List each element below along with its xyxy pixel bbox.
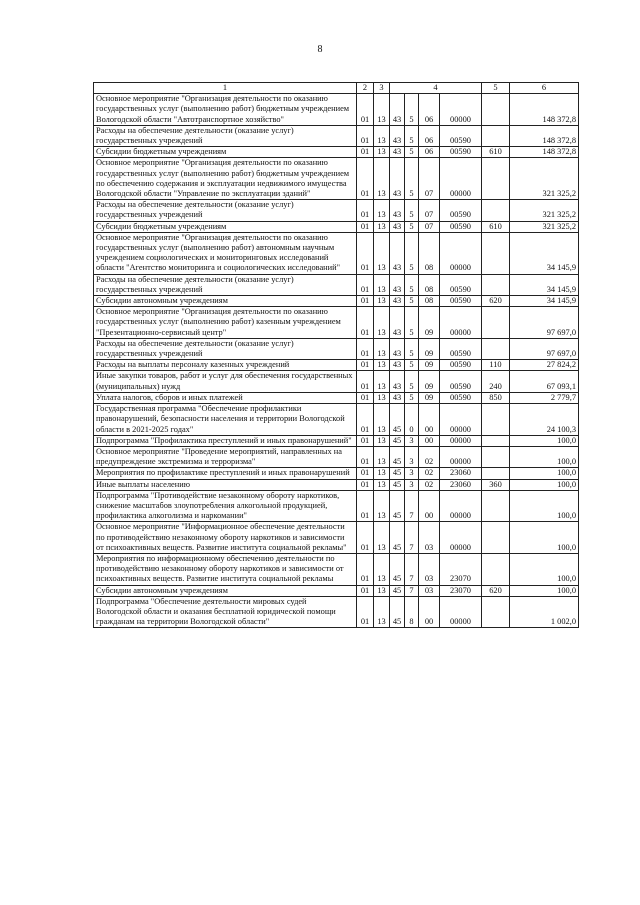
row-section-cell: 01 (357, 468, 374, 479)
row-subsection-cell: 13 (374, 221, 390, 232)
row-event-code-cell: 06 (419, 94, 440, 126)
row-name-cell: Основное мероприятие "Организация деятельности по оказанию государственных услуг (выполнению работ) бюджетным учреждением по обеспечению содержания и эксплуатации недвижимого имущества Вологодской области "Управление по эксплуатации зданий" (94, 158, 357, 200)
table-row (94, 371, 579, 392)
row-event-code-cell: 00 (419, 435, 440, 446)
row-expense-type-cell (482, 158, 510, 200)
row-section-cell: 01 (357, 479, 374, 490)
row-amount-cell: 1 002,0 (510, 596, 579, 628)
row-amount-cell: 100,0 (510, 468, 579, 479)
row-section-cell: 01 (357, 338, 374, 359)
row-expense-type-cell: 620 (482, 585, 510, 596)
row-name-cell: Иные закупки товаров, работ и услуг для обеспечения государственных (муниципальных) нужд (94, 371, 357, 392)
row-amount-cell: 2 779,7 (510, 392, 579, 403)
row-event-code-cell: 09 (419, 307, 440, 339)
row-subsection-cell: 13 (374, 296, 390, 307)
table-row (94, 553, 579, 585)
row-event-code-cell: 00 (419, 596, 440, 628)
row-event-code-cell: 09 (419, 338, 440, 359)
row-subprogram-code-cell: 5 (405, 200, 419, 221)
row-subsection-cell: 13 (374, 307, 390, 339)
row-amount-cell: 24 100,3 (510, 404, 579, 436)
row-name-cell: Мероприятия по профилактике преступлений и иных правонарушений (94, 468, 357, 479)
row-program-code-cell: 43 (390, 94, 405, 126)
row-event-code-cell: 03 (419, 522, 440, 554)
table-row (94, 446, 579, 467)
header-cell-section: 2 (357, 83, 374, 94)
row-program-code-cell: 43 (390, 296, 405, 307)
row-section-cell: 01 (357, 553, 374, 585)
table-row (94, 307, 579, 339)
row-section-cell: 01 (357, 274, 374, 295)
row-program-code-cell: 43 (390, 307, 405, 339)
row-program-code-cell: 43 (390, 371, 405, 392)
page-number: 8 (317, 44, 323, 55)
row-name-cell: Расходы на выплаты персоналу казенных учреждений (94, 360, 357, 371)
row-section-cell: 01 (357, 360, 374, 371)
row-program-code-cell: 45 (390, 596, 405, 628)
row-direction-code-cell: 00590 (440, 296, 482, 307)
row-expense-type-cell (482, 200, 510, 221)
row-subprogram-code-cell: 7 (405, 522, 419, 554)
row-program-code-cell: 43 (390, 200, 405, 221)
row-direction-code-cell: 00000 (440, 596, 482, 628)
row-section-cell: 01 (357, 585, 374, 596)
row-direction-code-cell: 00590 (440, 274, 482, 295)
table-row (94, 596, 579, 628)
table-row (94, 468, 579, 479)
row-program-code-cell: 43 (390, 232, 405, 274)
row-event-code-cell: 00 (419, 404, 440, 436)
row-section-cell: 01 (357, 94, 374, 126)
row-subprogram-code-cell: 5 (405, 147, 419, 158)
table-row (94, 479, 579, 490)
table-row (94, 392, 579, 403)
row-subsection-cell: 13 (374, 596, 390, 628)
row-subsection-cell: 13 (374, 147, 390, 158)
row-amount-cell: 34 145,9 (510, 232, 579, 274)
row-direction-code-cell: 00590 (440, 147, 482, 158)
table-row (94, 490, 579, 522)
row-subsection-cell: 13 (374, 158, 390, 200)
row-event-code-cell: 06 (419, 125, 440, 146)
row-amount-cell: 148 372,8 (510, 125, 579, 146)
row-subsection-cell: 13 (374, 446, 390, 467)
row-expense-type-cell: 610 (482, 221, 510, 232)
table-row (94, 147, 579, 158)
row-direction-code-cell: 00590 (440, 221, 482, 232)
row-name-cell: Основное мероприятие "Организация деятельности по оказанию государственных услуг (выполнению работ) бюджетным учреждением Вологодской области "Автотранспортное хозяйство" (94, 94, 357, 126)
row-expense-type-cell (482, 274, 510, 295)
row-subprogram-code-cell: 3 (405, 479, 419, 490)
row-name-cell: Субсидии бюджетным учреждениям (94, 221, 357, 232)
row-section-cell: 01 (357, 435, 374, 446)
row-event-code-cell: 03 (419, 553, 440, 585)
row-name-cell: Субсидии бюджетным учреждениям (94, 147, 357, 158)
row-subprogram-code-cell: 5 (405, 125, 419, 146)
row-subprogram-code-cell: 5 (405, 371, 419, 392)
row-expense-type-cell (482, 94, 510, 126)
row-program-code-cell: 45 (390, 468, 405, 479)
row-name-cell: Мероприятия по информационному обеспечению деятельности по противодействию незаконному обороту наркотиков и зависимости от психоактивных веществ. Развитие института социальной рекламы (94, 553, 357, 585)
row-direction-code-cell: 00590 (440, 125, 482, 146)
row-expense-type-cell (482, 435, 510, 446)
row-subsection-cell: 13 (374, 232, 390, 274)
row-event-code-cell: 02 (419, 468, 440, 479)
row-amount-cell: 100,0 (510, 479, 579, 490)
table-row (94, 296, 579, 307)
row-program-code-cell: 43 (390, 158, 405, 200)
row-subprogram-code-cell: 0 (405, 404, 419, 436)
row-subprogram-code-cell: 7 (405, 585, 419, 596)
row-program-code-cell: 45 (390, 585, 405, 596)
row-event-code-cell: 09 (419, 392, 440, 403)
row-name-cell: Подпрограмма "Обеспечение деятельности мировых судей Вологодской области и оказания бесплатной юридической помощи гражданам на территории Вологодской области" (94, 596, 357, 628)
row-amount-cell: 148 372,8 (510, 147, 579, 158)
row-subprogram-code-cell: 5 (405, 360, 419, 371)
budget-table (93, 82, 579, 628)
row-program-code-cell: 45 (390, 553, 405, 585)
header-cell-target-article: 4 (390, 83, 482, 94)
row-section-cell: 01 (357, 147, 374, 158)
row-name-cell: Расходы на обеспечение деятельности (оказание услуг) государственных учреждений (94, 200, 357, 221)
row-program-code-cell: 45 (390, 446, 405, 467)
row-subprogram-code-cell: 3 (405, 446, 419, 467)
row-program-code-cell: 43 (390, 392, 405, 403)
table-row (94, 200, 579, 221)
row-expense-type-cell (482, 468, 510, 479)
row-event-code-cell: 02 (419, 479, 440, 490)
row-amount-cell: 321 325,2 (510, 200, 579, 221)
row-program-code-cell: 43 (390, 125, 405, 146)
row-subprogram-code-cell: 7 (405, 490, 419, 522)
row-subprogram-code-cell: 3 (405, 468, 419, 479)
row-expense-type-cell (482, 307, 510, 339)
row-name-cell: Уплата налогов, сборов и иных платежей (94, 392, 357, 403)
row-direction-code-cell: 00590 (440, 371, 482, 392)
row-name-cell: Расходы на обеспечение деятельности (оказание услуг) государственных учреждений (94, 274, 357, 295)
row-section-cell: 01 (357, 522, 374, 554)
row-subsection-cell: 13 (374, 338, 390, 359)
row-direction-code-cell: 00000 (440, 435, 482, 446)
row-direction-code-cell: 00590 (440, 360, 482, 371)
row-amount-cell: 34 145,9 (510, 274, 579, 295)
row-direction-code-cell: 23060 (440, 479, 482, 490)
row-amount-cell: 97 697,0 (510, 338, 579, 359)
row-name-cell: Расходы на обеспечение деятельности (оказание услуг) государственных учреждений (94, 125, 357, 146)
row-program-code-cell: 43 (390, 274, 405, 295)
row-expense-type-cell (482, 490, 510, 522)
row-subsection-cell: 13 (374, 360, 390, 371)
row-section-cell: 01 (357, 404, 374, 436)
row-direction-code-cell: 00000 (440, 232, 482, 274)
table-row (94, 232, 579, 274)
row-program-code-cell: 45 (390, 404, 405, 436)
row-direction-code-cell: 00000 (440, 446, 482, 467)
row-subsection-cell: 13 (374, 435, 390, 446)
row-section-cell: 01 (357, 371, 374, 392)
table-row (94, 360, 579, 371)
row-event-code-cell: 09 (419, 371, 440, 392)
row-expense-type-cell (482, 125, 510, 146)
row-expense-type-cell: 360 (482, 479, 510, 490)
row-expense-type-cell (482, 553, 510, 585)
row-subsection-cell: 13 (374, 490, 390, 522)
row-direction-code-cell: 00590 (440, 338, 482, 359)
row-amount-cell: 27 824,2 (510, 360, 579, 371)
row-subprogram-code-cell: 5 (405, 221, 419, 232)
row-section-cell: 01 (357, 125, 374, 146)
row-section-cell: 01 (357, 307, 374, 339)
row-subsection-cell: 13 (374, 585, 390, 596)
table-row (94, 522, 579, 554)
row-subsection-cell: 13 (374, 479, 390, 490)
table-row (94, 221, 579, 232)
row-subsection-cell: 13 (374, 371, 390, 392)
row-direction-code-cell: 23070 (440, 553, 482, 585)
row-event-code-cell: 07 (419, 221, 440, 232)
table-row (94, 274, 579, 295)
row-subsection-cell: 13 (374, 94, 390, 126)
row-expense-type-cell: 620 (482, 296, 510, 307)
row-program-code-cell: 45 (390, 479, 405, 490)
header-cell-amount: 6 (510, 83, 579, 94)
row-expense-type-cell (482, 446, 510, 467)
table-row (94, 94, 579, 126)
row-event-code-cell: 08 (419, 274, 440, 295)
table-row (94, 125, 579, 146)
row-direction-code-cell: 00000 (440, 94, 482, 126)
row-subsection-cell: 13 (374, 468, 390, 479)
row-subsection-cell: 13 (374, 125, 390, 146)
row-program-code-cell: 43 (390, 147, 405, 158)
row-program-code-cell: 45 (390, 522, 405, 554)
row-section-cell: 01 (357, 296, 374, 307)
row-expense-type-cell (482, 338, 510, 359)
row-event-code-cell: 03 (419, 585, 440, 596)
row-subsection-cell: 13 (374, 392, 390, 403)
row-subsection-cell: 13 (374, 274, 390, 295)
row-direction-code-cell: 00590 (440, 392, 482, 403)
row-section-cell: 01 (357, 158, 374, 200)
row-expense-type-cell: 110 (482, 360, 510, 371)
row-expense-type-cell: 610 (482, 147, 510, 158)
row-direction-code-cell: 00000 (440, 158, 482, 200)
row-subprogram-code-cell: 5 (405, 94, 419, 126)
row-name-cell: Субсидии автономным учреждениям (94, 585, 357, 596)
row-subsection-cell: 13 (374, 553, 390, 585)
row-amount-cell: 34 145,9 (510, 296, 579, 307)
row-name-cell: Субсидии автономным учреждениям (94, 296, 357, 307)
row-direction-code-cell: 00000 (440, 522, 482, 554)
row-program-code-cell: 43 (390, 338, 405, 359)
row-event-code-cell: 00 (419, 490, 440, 522)
row-subprogram-code-cell: 5 (405, 338, 419, 359)
row-section-cell: 01 (357, 490, 374, 522)
row-amount-cell: 148 372,8 (510, 94, 579, 126)
row-subprogram-code-cell: 5 (405, 296, 419, 307)
row-amount-cell: 100,0 (510, 553, 579, 585)
row-section-cell: 01 (357, 392, 374, 403)
row-subsection-cell: 13 (374, 522, 390, 554)
row-amount-cell: 100,0 (510, 446, 579, 467)
row-direction-code-cell: 00000 (440, 404, 482, 436)
table-row (94, 158, 579, 200)
table-row (94, 404, 579, 436)
row-expense-type-cell (482, 232, 510, 274)
row-event-code-cell: 09 (419, 360, 440, 371)
row-subprogram-code-cell: 7 (405, 553, 419, 585)
row-event-code-cell: 07 (419, 158, 440, 200)
row-expense-type-cell (482, 522, 510, 554)
table-row (94, 585, 579, 596)
row-subprogram-code-cell: 5 (405, 158, 419, 200)
row-amount-cell: 100,0 (510, 490, 579, 522)
row-section-cell: 01 (357, 232, 374, 274)
row-expense-type-cell: 850 (482, 392, 510, 403)
row-subprogram-code-cell: 3 (405, 435, 419, 446)
row-subprogram-code-cell: 5 (405, 274, 419, 295)
header-cell-expense-type: 5 (482, 83, 510, 94)
row-subsection-cell: 13 (374, 200, 390, 221)
row-direction-code-cell: 00590 (440, 200, 482, 221)
row-name-cell: Подпрограмма "Противодействие незаконному обороту наркотиков, снижение масштабов злоупотребления алкогольной продукцией, профилактика алкоголизма и наркомании" (94, 490, 357, 522)
row-amount-cell: 67 093,1 (510, 371, 579, 392)
row-subprogram-code-cell: 8 (405, 596, 419, 628)
header-cell-subsection: 3 (374, 83, 390, 94)
row-name-cell: Подпрограмма "Профилактика преступлений и иных правонарушений" (94, 435, 357, 446)
row-section-cell: 01 (357, 596, 374, 628)
row-direction-code-cell: 00000 (440, 307, 482, 339)
row-subprogram-code-cell: 5 (405, 392, 419, 403)
row-program-code-cell: 43 (390, 221, 405, 232)
row-subsection-cell: 13 (374, 404, 390, 436)
row-amount-cell: 321 325,2 (510, 221, 579, 232)
table-header-row (94, 83, 579, 94)
row-name-cell: Расходы на обеспечение деятельности (оказание услуг) государственных учреждений (94, 338, 357, 359)
row-section-cell: 01 (357, 446, 374, 467)
row-amount-cell: 100,0 (510, 522, 579, 554)
row-name-cell: Основное мероприятие "Организация деятельности по оказанию государственных услуг (выполнению работ) казенным учреждением "Презентационно-сервисный центр" (94, 307, 357, 339)
row-expense-type-cell (482, 596, 510, 628)
row-direction-code-cell: 23060 (440, 468, 482, 479)
row-direction-code-cell: 00000 (440, 490, 482, 522)
row-subprogram-code-cell: 5 (405, 307, 419, 339)
row-name-cell: Основное мероприятие "Информационное обеспечение деятельности по противодействию незаконному обороту наркотиков и зависимости от психоактивных веществ. Развитие института социальной рекламы" (94, 522, 357, 554)
row-name-cell: Основное мероприятие "Организация деятельности по оказанию государственных услуг (выполнению работ) автономным научным учреждением социологических и мониторинговых исследований области "Агентство мониторинга и социологических исследований" (94, 232, 357, 274)
table-row (94, 338, 579, 359)
row-expense-type-cell: 240 (482, 371, 510, 392)
row-program-code-cell: 43 (390, 360, 405, 371)
row-name-cell: Иные выплаты населению (94, 479, 357, 490)
row-expense-type-cell (482, 404, 510, 436)
table-row (94, 435, 579, 446)
row-event-code-cell: 02 (419, 446, 440, 467)
row-event-code-cell: 08 (419, 232, 440, 274)
row-section-cell: 01 (357, 221, 374, 232)
header-cell-name: 1 (94, 83, 357, 94)
row-event-code-cell: 07 (419, 200, 440, 221)
row-direction-code-cell: 23070 (440, 585, 482, 596)
row-name-cell: Основное мероприятие "Проведение мероприятий, направленных на предупреждение экстремизма и терроризма" (94, 446, 357, 467)
row-amount-cell: 97 697,0 (510, 307, 579, 339)
row-program-code-cell: 45 (390, 490, 405, 522)
row-amount-cell: 321 325,2 (510, 158, 579, 200)
row-event-code-cell: 08 (419, 296, 440, 307)
row-name-cell: Государственная программа "Обеспечение профилактики правонарушений, безопасности населения и территории Вологодской области в 2021-2025 годах" (94, 404, 357, 436)
row-section-cell: 01 (357, 200, 374, 221)
row-amount-cell: 100,0 (510, 435, 579, 446)
row-subprogram-code-cell: 5 (405, 232, 419, 274)
row-event-code-cell: 06 (419, 147, 440, 158)
row-program-code-cell: 45 (390, 435, 405, 446)
row-amount-cell: 100,0 (510, 585, 579, 596)
